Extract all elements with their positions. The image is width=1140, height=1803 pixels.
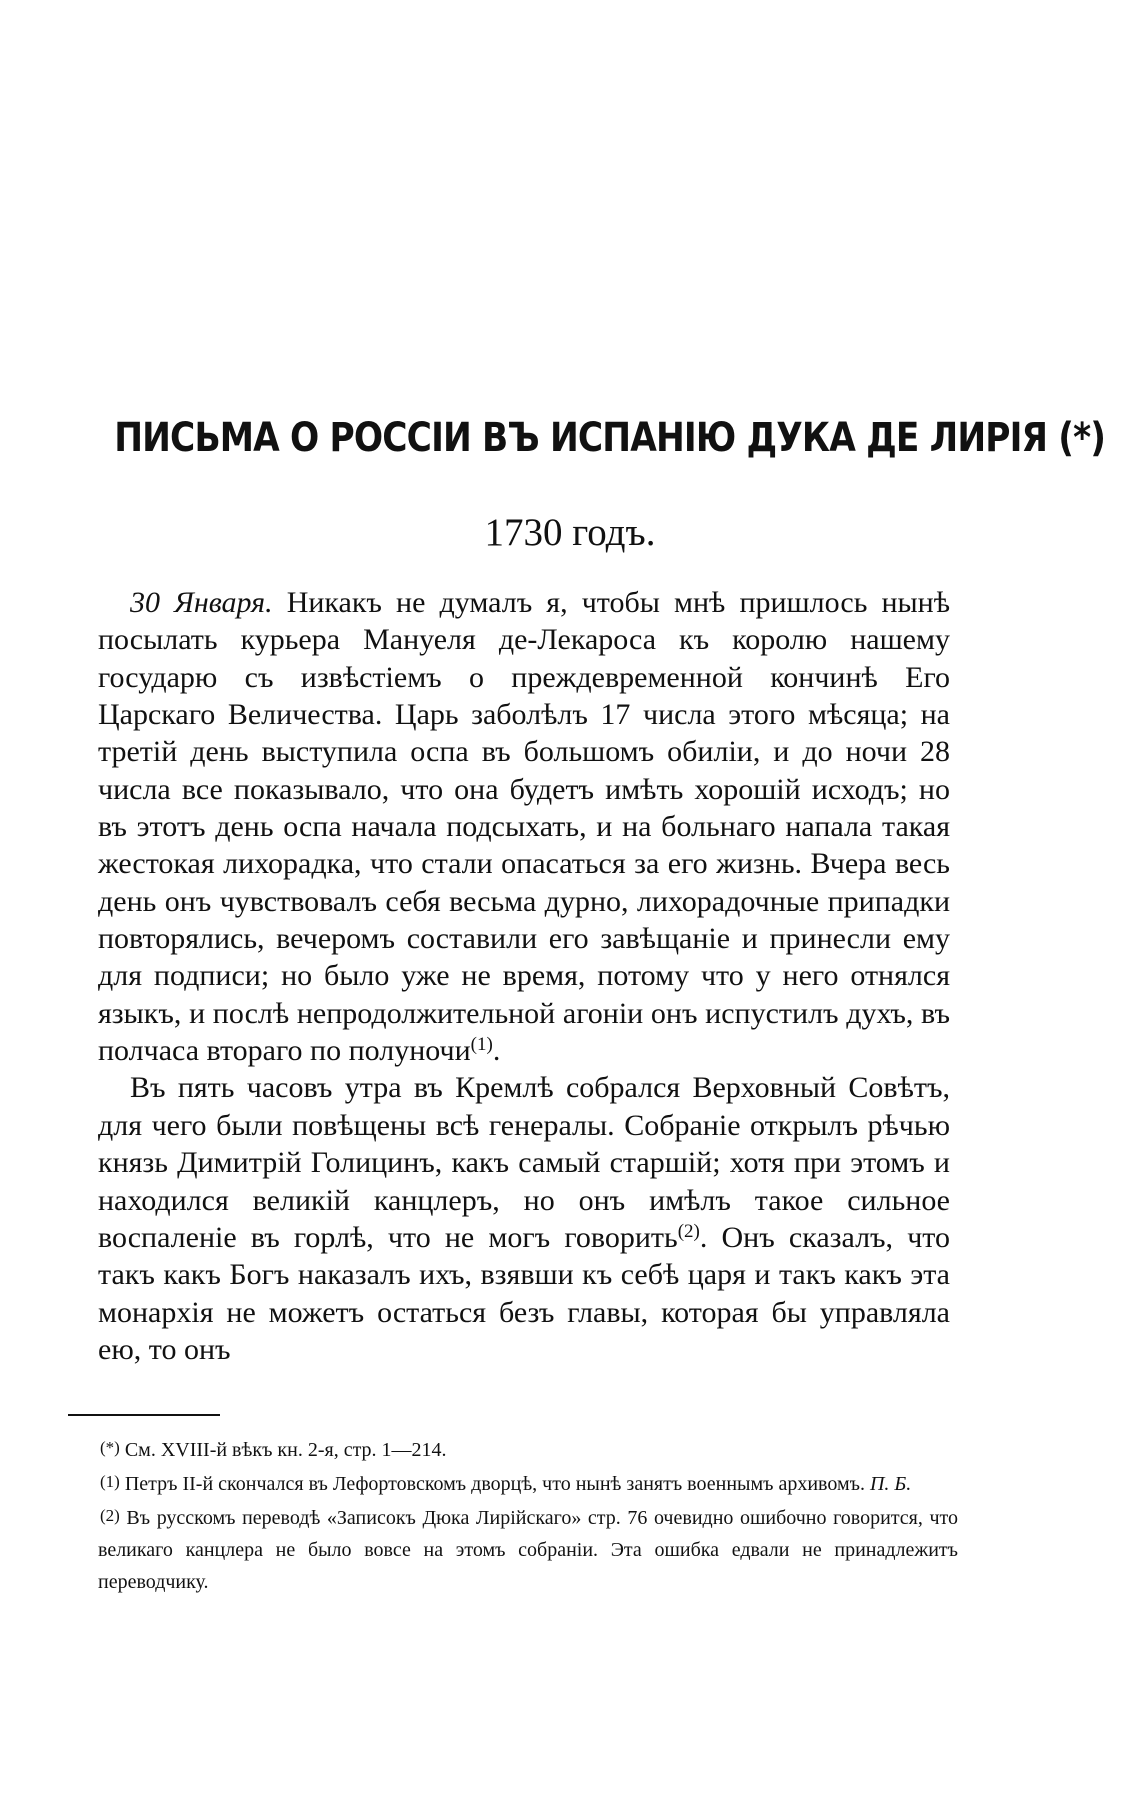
footnote-2-mark: (2): [100, 1506, 120, 1525]
year-heading: 1730 годъ.: [484, 511, 656, 554]
footnote-separator: [68, 1414, 220, 1416]
chapter-title: ПИСЬМА О РОССІИ ВЪ ИСПАНІЮ ДУКА ДЕ ЛИРІЯ (*): [114, 415, 1106, 461]
paragraph-2-text-a: Въ пять часовъ утра въ Кремлѣ собрался Верховный Совѣтъ, для чего были повѣщены всѣ генералы. Собраніе открылъ рѣчью князь Димитрій Голицинъ, какъ самый старшій; хотя при этомъ и находился великій канцлеръ, но онъ имѣлъ такое сильное воспаленіе въ горлѣ, что не могъ говорить: [98, 1071, 950, 1254]
footnote-star: [98, 1432, 958, 1466]
footnote-2: [98, 1500, 958, 1598]
footnotes: [98, 1432, 958, 1598]
letter-body: [98, 584, 950, 1368]
footnote-1-mark: (1): [100, 1472, 120, 1491]
paragraph-1: [98, 584, 950, 1069]
footnote-1-text: Петръ II-й скончался въ Лефортовскомъ дворцѣ, что нынѣ занятъ военнымъ архивомъ.: [124, 1473, 865, 1495]
letter-date: 30 Января.: [130, 586, 273, 619]
paragraph-2-text-b: . Онъ сказалъ, что такъ какъ Богъ наказалъ ихъ, взявши къ себѣ царя и такъ какъ эта монархія не можетъ остаться безъ главы, которая бы управляла ею, то онъ: [98, 1220, 951, 1366]
footnote-ref-2: (2): [677, 1220, 700, 1242]
paragraph-2: [98, 1069, 950, 1368]
footnote-1-signature: П. Б.: [869, 1473, 912, 1495]
footnote-2-text: Въ русскомъ переводѣ «Записокъ Дюка Лирійскаго» стр. 76 очевидно ошибочно говорится, что великаго канцлера не было вовсе на этомъ собраніи. Эта ошибка едвали не принадлежитъ переводчику.: [98, 1507, 958, 1593]
paragraph-1-text: Никакъ не думалъ я, чтобы мнѣ пришлось нынѣ посылать курьера Мануеля де-Лекароса къ королю нашему государю съ извѣстіемъ о преждевременной кончинѣ Его Царскаго Величества. Царь заболѣлъ 17 числа этого мѣсяца; на третій день выступила оспа въ большомъ обиліи, и до ночи 28 числа все показывало, что она будетъ имѣть хорошій исходъ; но въ этотъ день оспа начала подсыхать, и на больнаго напала такая жестокая лихорадка, что стали опасаться за его жизнь. Вчера весь день онъ чувствовалъ себя весьма дурно, лихорадочные припадки повторялись, вечеромъ составили его завѣщаніе и принесли ему для подписи; но было уже не время, потому что у него отнялся языкъ, и послѣ непродолжительной агоніи онъ испустилъ духъ, въ полчаса втораго по полуночи: [98, 586, 951, 1068]
paragraph-1-end: .: [492, 1034, 501, 1068]
footnote-ref-1: (1): [470, 1034, 493, 1056]
footnote-star-mark: (*): [100, 1438, 120, 1457]
footnote-star-text: См. XVIII-й вѣкъ кн. 2-я, стр. 1—214.: [124, 1439, 447, 1461]
footnote-1: [98, 1466, 958, 1500]
